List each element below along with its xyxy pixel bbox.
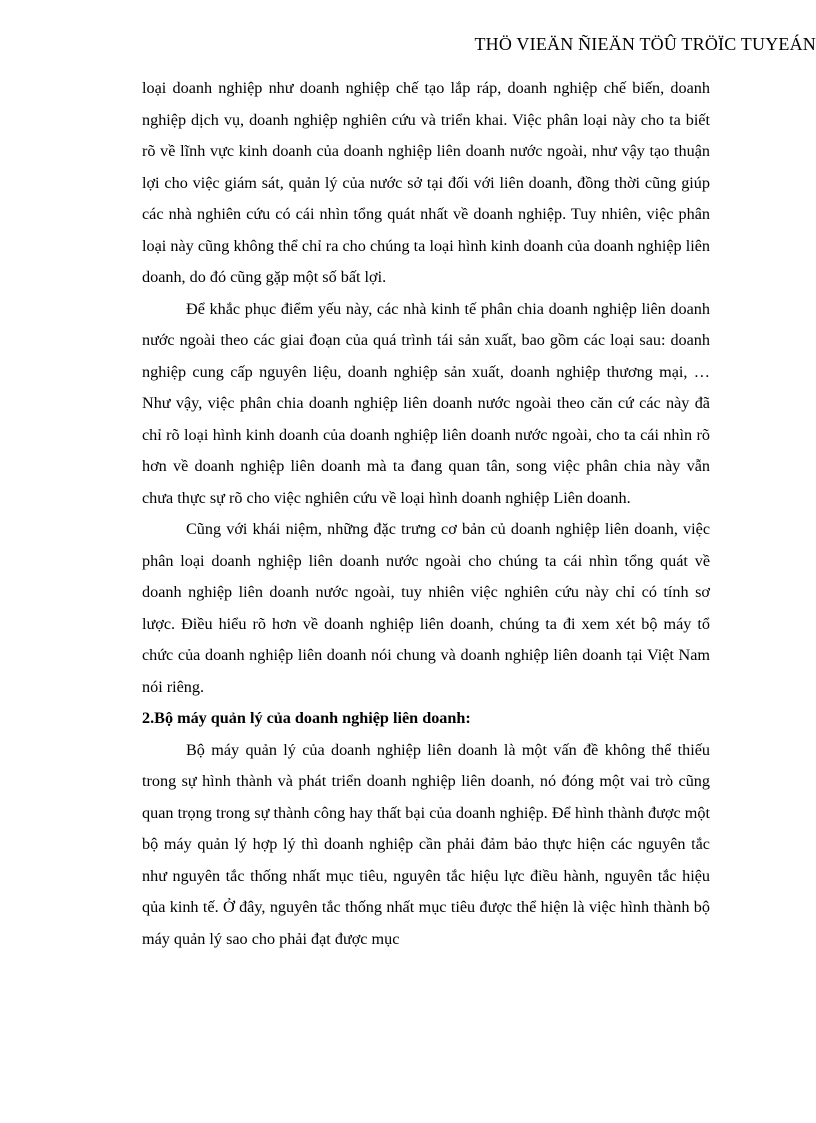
paragraph-classification-by-stage: Để khắc phục điểm yếu này, các nhà kinh tế phân chia doanh nghiệp liên doanh nước ngoài theo các giai đoạn của quá trình tái sản xuất, bao gồm các loại sau: doanh nghiệp cung cấp nguyên liệu, doanh nghiệp sản xuất, doanh nghiệp thương mại, … Như vậy, việc phân chia doanh nghiệp liên doanh nước ngoài theo căn cứ các này đã chỉ rõ loại hình kinh doanh của doanh nghiệp liên doanh nước ngoài, cho ta cái nhìn rõ hơn về doanh nghiệp liên doanh mà ta đang quan tân, song việc phân chia này vẫn chưa thực sự rõ cho việc nghiên cứu về loại hình doanh nghiệp Liên doanh. (142, 299, 710, 507)
paragraph-overview: Cũng với khái niệm, những đặc trưng cơ bản củ doanh nghiệp liên doanh, việc phân loại doanh nghiệp liên doanh nước ngoài cho chúng ta cái nhìn tổng quát về doanh nghiệp liên doanh nước ngoài, tuy nhiên việc nghiên cứu này chỉ có tính sơ lược. Điều hiểu rõ hơn về doanh nghiệp liên doanh, chúng ta đi xem xét bộ máy tổ chức của doanh nghiệp liên doanh nói chung và doanh nghiệp liên doanh tại Việt Nam nói riêng. (142, 520, 710, 696)
paragraph-management-structure: Bộ máy quản lý của doanh nghiệp liên doanh là một vấn đề không thể thiếu trong sự hình thành và phát triển doanh nghiệp liên doanh, nó đóng một vai trò cũng quan trọng trong sự thành công hay thất bại của doanh nghiệp. Để hình thành được một bộ máy quản lý hợp lý thì doanh nghiệp cần phải đảm bảo thực hiện các nguyên tắc như nguyên tắc thống nhất mục tiêu, nguyên tắc hiệu lực điều hành, nguyên tắc hiệu qủa kinh tế. Ở đây, nguyên tắc thống nhất mục tiêu được thể hiện là việc hình thành bộ máy quản lý sao cho phải đạt được mục (142, 740, 710, 948)
running-header: THÖ VIEÄN ÑIEÄN TÖÛ TRÖÏC TUYEÁN (474, 34, 816, 54)
section-heading: 2.Bộ máy quản lý của doanh nghiệp liên doanh: (142, 709, 471, 727)
document-body (142, 73, 710, 955)
paragraph-classification-by-sector: loại doanh nghiệp như doanh nghiệp chế tạo lắp ráp, doanh nghiệp chế biến, doanh nghiệp dịch vụ, doanh nghiệp nghiên cứu và triển khai. Việc phân loại này cho ta biết rõ về lĩnh vực kinh doanh của doanh nghiệp liên doanh nước ngoài, như vậy tạo thuận lợi cho việc giám sát, quản lý của nước sở tại đối với liên doanh, đồng thời cũng giúp các nhà nghiên cứu có cái nhìn tổng quát nhất về doanh nghiệp. Tuy nhiên, việc phân loại này cũng không thể chỉ ra cho chúng ta loại hình kinh doanh của doanh nghiệp liên doanh, do đó cũng gặp một số bất lợi. (142, 79, 710, 286)
